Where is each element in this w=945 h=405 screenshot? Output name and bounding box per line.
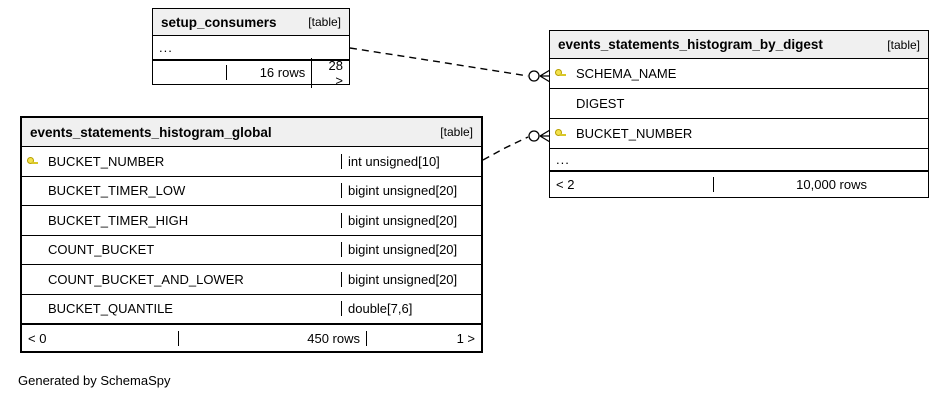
edge-endpoint-circle-2: [529, 131, 539, 141]
table-row: [22, 236, 481, 266]
table-footer-by-digest: [550, 171, 928, 197]
column-type: bigint unsigned[20]: [341, 213, 481, 228]
ellipsis-label: ...: [556, 152, 570, 167]
table-row: [153, 36, 349, 60]
table-title: events_statements_histogram_by_digest: [558, 37, 823, 52]
column-name: BUCKET_TIMER_HIGH: [48, 212, 189, 228]
table-row: [22, 206, 481, 236]
footer-right: 1 >: [366, 331, 481, 346]
table-row: [22, 177, 481, 207]
table-setup-consumers[interactable]: [152, 8, 350, 88]
diagram-caption: Generated by SchemaSpy: [18, 373, 171, 388]
table-header-by-digest: [550, 31, 928, 59]
column-type: bigint unsigned[20]: [341, 242, 481, 257]
primary-key-icon: [22, 156, 42, 167]
table-row: [22, 295, 481, 325]
column-name: SCHEMA_NAME: [576, 66, 677, 81]
primary-key-icon: [550, 128, 570, 139]
table-header-global: [22, 118, 481, 147]
footer-rows: 10,000 rows: [713, 177, 873, 192]
footer-left: < 2: [556, 177, 575, 192]
table-type-tag: [table]: [308, 15, 341, 29]
table-row: [22, 147, 481, 177]
footer-rows: 16 rows: [226, 65, 311, 80]
table-footer-global: [22, 324, 481, 351]
column-type: double[7,6]: [341, 301, 481, 316]
table-row: [550, 119, 928, 149]
table-row: [550, 149, 928, 171]
column-name: BUCKET_QUANTILE: [48, 301, 173, 317]
table-row: [550, 89, 928, 119]
footer-left: < 0: [28, 330, 47, 346]
column-name: COUNT_BUCKET: [48, 242, 155, 258]
footer-right: 28 >: [311, 58, 349, 88]
column-name: DIGEST: [576, 96, 625, 111]
table-type-tag: [table]: [887, 37, 920, 52]
column-type: bigint unsigned[20]: [341, 183, 481, 198]
table-events-statements-histogram-by-digest[interactable]: [549, 30, 929, 198]
ellipsis-label: ...: [159, 40, 173, 55]
column-name: BUCKET_NUMBER: [576, 126, 693, 141]
column-name: COUNT_BUCKET_AND_LOWER: [48, 271, 244, 287]
column-name: BUCKET_TIMER_LOW: [48, 183, 186, 199]
column-type: bigint unsigned[20]: [341, 272, 481, 287]
table-footer-setup-consumers: [153, 57, 349, 88]
column-type: int unsigned[10]: [341, 154, 481, 169]
table-type-tag: [table]: [440, 125, 473, 139]
edge-global-to-digest: [483, 137, 528, 160]
table-events-statements-histogram-global[interactable]: [20, 116, 483, 353]
footer-rows: 450 rows: [178, 331, 366, 346]
table-title: events_statements_histogram_global: [30, 124, 272, 140]
primary-key-icon: [550, 68, 570, 79]
table-row: [550, 59, 928, 89]
table-row: [22, 265, 481, 295]
table-title: setup_consumers: [161, 14, 277, 30]
edge-setup-consumers-to-digest: [350, 48, 528, 76]
edge-endpoint-circle-1: [529, 71, 539, 81]
column-name: BUCKET_NUMBER: [48, 153, 165, 169]
table-header-setup-consumers: [153, 9, 349, 36]
